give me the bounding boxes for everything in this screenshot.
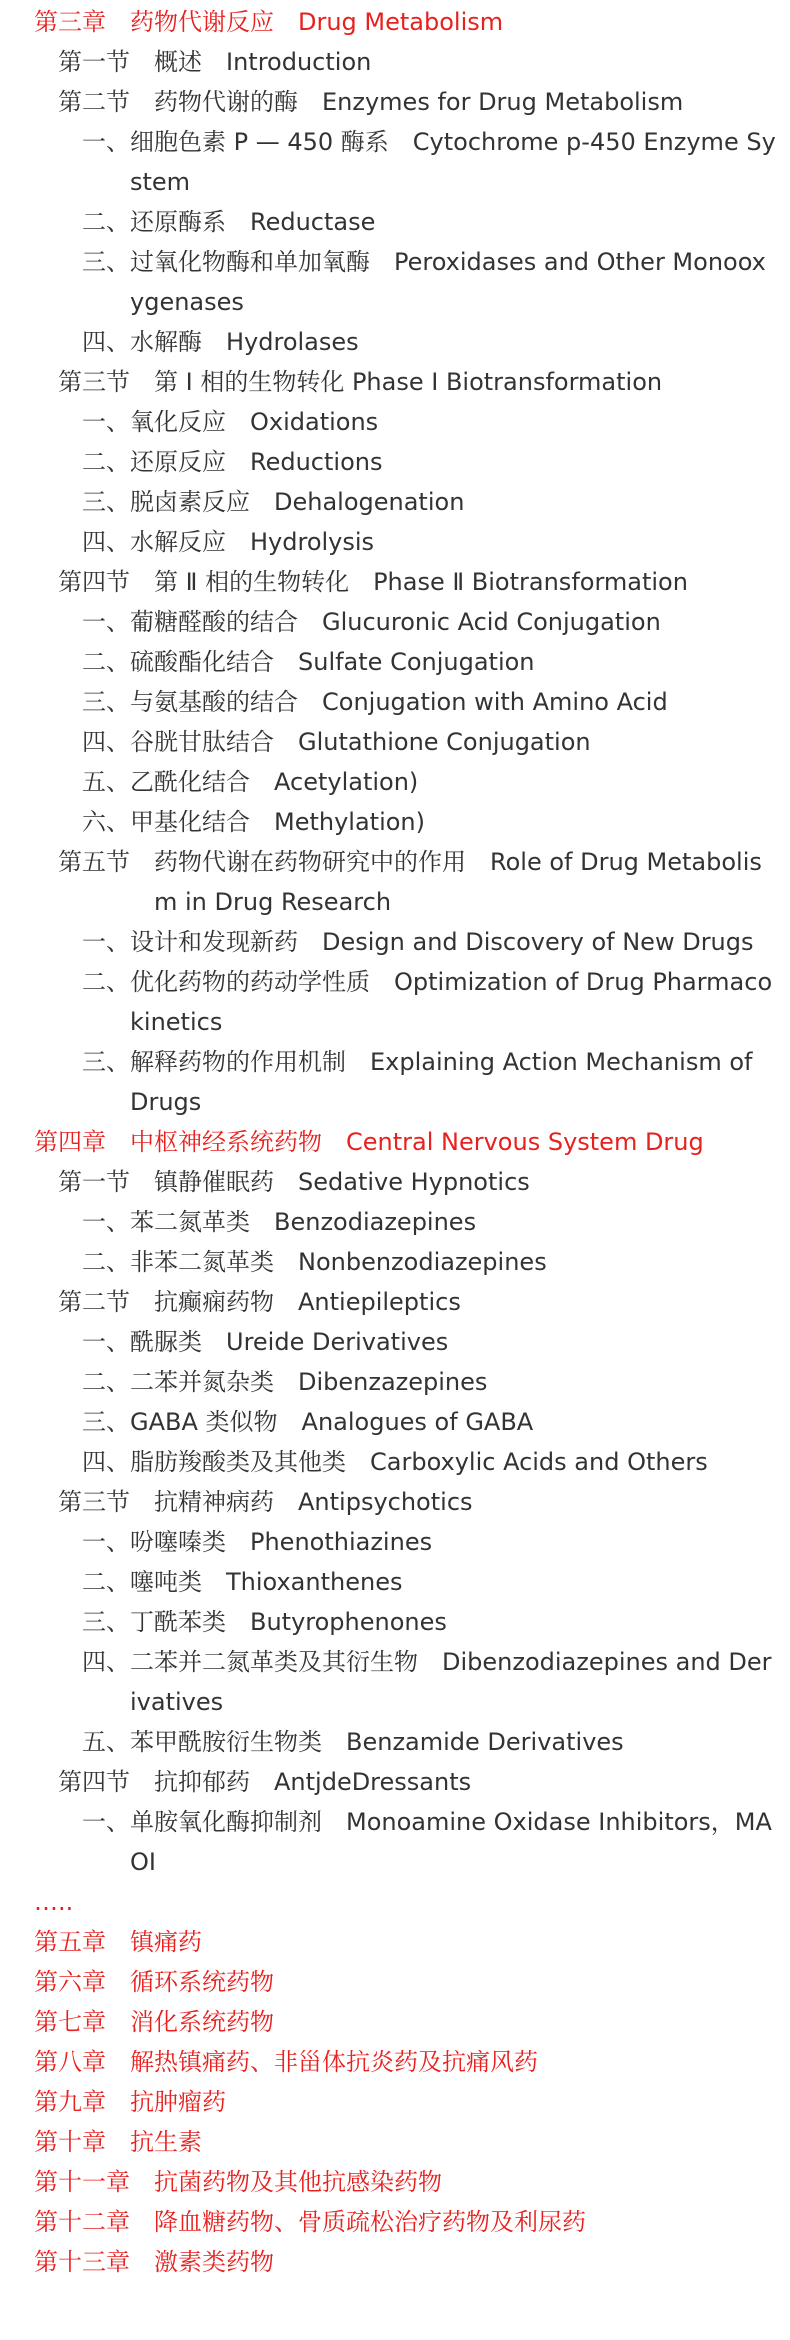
chapter-text: 第十二章 降血糖药物、骨质疏松治疗药物及利尿药 bbox=[34, 2208, 586, 2236]
item-text: 一、酰脲类 Ureide Derivatives bbox=[82, 1328, 449, 1356]
chapter-heading bbox=[0, 2082, 790, 2122]
section-heading bbox=[0, 42, 790, 82]
list-item bbox=[0, 762, 790, 802]
section-heading bbox=[0, 1282, 790, 1322]
item-text: 三、解释药物的作用机制 Explaining Action Mechanism of Drugs bbox=[82, 1048, 753, 1116]
chapter-heading bbox=[0, 1122, 790, 1162]
item-text: 一、氧化反应 Oxidations bbox=[82, 408, 379, 436]
item-text: 三、过氧化物酶和单加氧酶 Peroxidases and Other Monooxygenases bbox=[82, 248, 766, 316]
chapter-text: 第十三章 激素类药物 bbox=[34, 2248, 274, 2276]
chapter-text: 第八章 解热镇痛药、非甾体抗炎药及抗痛风药 bbox=[34, 2048, 538, 2076]
item-text: 一、苯二氮革类 Benzodiazepines bbox=[82, 1208, 477, 1236]
item-text: 一、设计和发现新药 Design and Discovery of New Drugs bbox=[82, 928, 754, 956]
list-item bbox=[0, 1522, 790, 1562]
list-item bbox=[0, 122, 790, 202]
list-item bbox=[0, 802, 790, 842]
chapter-text: 第五章 镇痛药 bbox=[34, 1928, 202, 1956]
chapter-text: 第三章 药物代谢反应 Drug Metabolism bbox=[34, 8, 504, 36]
item-text: 一、单胺氧化酶抑制剂 Monoamine Oxidase Inhibitors，MAOI bbox=[82, 1808, 772, 1876]
item-text: 二、非苯二氮革类 Nonbenzodiazepines bbox=[82, 1248, 547, 1276]
chapter-heading bbox=[0, 2162, 790, 2202]
chapter-text: 第十一章 抗菌药物及其他抗感染药物 bbox=[34, 2168, 442, 2196]
section-heading bbox=[0, 842, 790, 922]
section-text: 第二节 抗癫痫药物 Antiepileptics bbox=[58, 1288, 461, 1316]
list-item bbox=[0, 1402, 790, 1442]
chapter-heading bbox=[0, 2122, 790, 2162]
list-item bbox=[0, 402, 790, 442]
item-text: 四、谷胱甘肽结合 Glutathione Conjugation bbox=[82, 728, 591, 756]
item-text: 三、GABA 类似物 Analogues of GABA bbox=[82, 1408, 534, 1436]
item-text: 二、噻吨类 Thioxanthenes bbox=[82, 1568, 403, 1596]
list-item bbox=[0, 1642, 790, 1722]
list-item bbox=[0, 682, 790, 722]
section-heading bbox=[0, 1162, 790, 1202]
list-item bbox=[0, 442, 790, 482]
chapter-heading bbox=[0, 1922, 790, 1962]
item-text: 二、硫酸酯化结合 Sulfate Conjugation bbox=[82, 648, 535, 676]
item-text: 二、还原反应 Reductions bbox=[82, 448, 383, 476]
list-item bbox=[0, 202, 790, 242]
list-item bbox=[0, 642, 790, 682]
section-text: 第五节 药物代谢在药物研究中的作用 Role of Drug Metabolism in Drug Research bbox=[58, 848, 762, 916]
chapter-heading bbox=[0, 2002, 790, 2042]
list-item bbox=[0, 722, 790, 762]
item-text: 三、脱卤素反应 Dehalogenation bbox=[82, 488, 465, 516]
chapter-text: 第四章 中枢神经系统药物 Central Nervous System Drug bbox=[34, 1128, 704, 1156]
item-text: 四、脂肪羧酸类及其他类 Carboxylic Acids and Others bbox=[82, 1448, 708, 1476]
section-heading bbox=[0, 1762, 790, 1802]
chapter-text: 第九章 抗肿瘤药 bbox=[34, 2088, 226, 2116]
list-item bbox=[0, 602, 790, 642]
item-text: 一、葡糖醛酸的结合 Glucuronic Acid Conjugation bbox=[82, 608, 661, 636]
list-item bbox=[0, 1722, 790, 1762]
list-item bbox=[0, 1562, 790, 1602]
list-item bbox=[0, 1202, 790, 1242]
item-text: 四、水解酶 Hydrolases bbox=[82, 328, 359, 356]
item-text: 六、甲基化结合 Methylation) bbox=[82, 808, 426, 836]
list-item bbox=[0, 1802, 790, 1882]
chapter-text: 第六章 循环系统药物 bbox=[34, 1968, 274, 1996]
list-item bbox=[0, 1362, 790, 1402]
list-item bbox=[0, 1042, 790, 1122]
item-text: 四、水解反应 Hydrolysis bbox=[82, 528, 375, 556]
chapter-text: ….. bbox=[34, 1888, 74, 1916]
item-text: 五、苯甲酰胺衍生物类 Benzamide Derivatives bbox=[82, 1728, 624, 1756]
item-text: 四、二苯并二氮革类及其衍生物 Dibenzodiazepines and Derivatives bbox=[82, 1648, 772, 1716]
chapter-heading bbox=[0, 2, 790, 42]
list-item bbox=[0, 1602, 790, 1642]
item-text: 一、吩噻嗪类 Phenothiazines bbox=[82, 1528, 433, 1556]
section-heading bbox=[0, 82, 790, 122]
section-heading bbox=[0, 1482, 790, 1522]
section-text: 第一节 镇静催眠药 Sedative Hypnotics bbox=[58, 1168, 530, 1196]
list-item bbox=[0, 522, 790, 562]
list-item bbox=[0, 242, 790, 322]
list-item bbox=[0, 1322, 790, 1362]
list-item bbox=[0, 922, 790, 962]
section-text: 第三节 抗精神病药 Antipsychotics bbox=[58, 1488, 473, 1516]
chapter-text: 第七章 消化系统药物 bbox=[34, 2008, 274, 2036]
chapter-heading bbox=[0, 1882, 790, 1922]
section-text: 第四节 第 Ⅱ 相的生物转化 Phase Ⅱ Biotransformation bbox=[58, 568, 688, 596]
chapter-heading bbox=[0, 2242, 790, 2282]
chapter-text: 第十章 抗生素 bbox=[34, 2128, 202, 2156]
item-text: 三、与氨基酸的结合 Conjugation with Amino Acid bbox=[82, 688, 668, 716]
list-item bbox=[0, 1242, 790, 1282]
item-text: 一、细胞色素 P — 450 酶系 Cytochrome p-450 Enzyme System bbox=[82, 128, 776, 196]
item-text: 三、丁酰苯类 Butyrophenones bbox=[82, 1608, 447, 1636]
chapter-heading bbox=[0, 2202, 790, 2242]
section-text: 第三节 第 Ⅰ 相的生物转化 Phase Ⅰ Biotransformation bbox=[58, 368, 663, 396]
list-item bbox=[0, 962, 790, 1042]
section-text: 第二节 药物代谢的酶 Enzymes for Drug Metabolism bbox=[58, 88, 684, 116]
item-text: 二、还原酶系 Reductase bbox=[82, 208, 376, 236]
item-text: 二、优化药物的药动学性质 Optimization of Drug Pharmacokinetics bbox=[82, 968, 773, 1036]
list-item bbox=[0, 1442, 790, 1482]
section-text: 第一节 概述 Introduction bbox=[58, 48, 372, 76]
list-item bbox=[0, 322, 790, 362]
section-heading bbox=[0, 562, 790, 602]
section-text: 第四节 抗抑郁药 AntjdeDressants bbox=[58, 1768, 472, 1796]
item-text: 二、二苯并氮杂类 Dibenzazepines bbox=[82, 1368, 488, 1396]
chapter-heading bbox=[0, 1962, 790, 2002]
list-item bbox=[0, 482, 790, 522]
item-text: 五、乙酰化结合 Acetylation) bbox=[82, 768, 419, 796]
section-heading bbox=[0, 362, 790, 402]
chapter-heading bbox=[0, 2042, 790, 2082]
